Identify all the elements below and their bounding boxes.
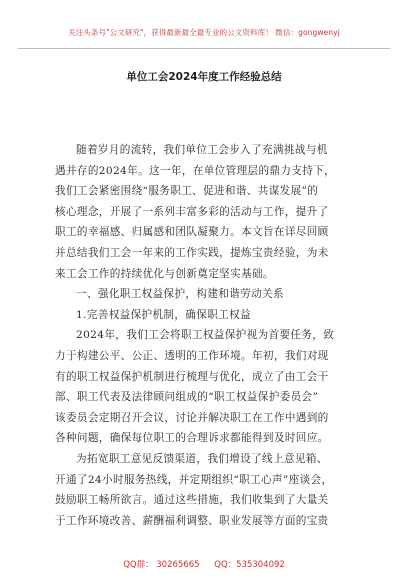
body-line: 随着岁月的流转，我们单位工会步入了充满挑战与机 xyxy=(76,144,328,156)
body-line: 鼓励职工畅所欲言。通过这些措施，我们收集到了大量关 xyxy=(55,494,329,507)
document-body xyxy=(55,140,353,531)
body-line: 遇并存的2024年。这一年，在单位管理层的鼎力支持下， xyxy=(55,164,336,177)
body-line: 我们工会紧密围绕“服务职工、促进和谐、共谋发展”的 xyxy=(55,185,319,198)
body-line: 各种问题，确保每位职工的合理诉求都能得到及时回应。 xyxy=(55,432,329,445)
body-line: 有的职工权益保护机制进行梳理与优化，成立了由工会干 xyxy=(55,370,329,383)
subsection-heading: 1.完善权益保护机制，确保职工权益 xyxy=(76,308,251,321)
qq-group-number: QQ群： 30265665 xyxy=(123,560,200,570)
qq-contact-number: QQ：535304092 xyxy=(214,560,285,570)
body-line: 部、职工代表及法律顾问组成的“职工权益保护委员会” xyxy=(55,391,319,404)
body-line: 来工会工作的持续优化与创新奠定坚实基础。 xyxy=(55,267,274,280)
page-header xyxy=(18,0,390,49)
body-line: 职工的幸福感、归属感和团队凝聚力。本文旨在详尽回顾 xyxy=(55,226,329,239)
body-line: 于工作环境改善、薪酬福利调整、职业发展等方面的宝贵 xyxy=(55,514,329,527)
header-notice: 关注头条号"公文研究"，获得最新最全最专业的公文资料库！ 微信：gongwenyj xyxy=(68,28,340,37)
document-title: 单位工会2024年度工作经验总结 xyxy=(126,71,282,83)
body-line: 并总结我们工会一年来的工作实践，提炼宝贵经验，为未 xyxy=(55,246,329,259)
body-line: 开通了24小时服务热线，并定期组织“职工心声”座谈会， xyxy=(55,473,333,486)
body-line: 该委员会定期召开会议，讨论并解决职工在工作中遇到的 xyxy=(55,411,329,424)
section-heading: 一、强化职工权益保护，构建和谐劳动关系 xyxy=(76,288,284,301)
body-line: 为拓宽职工意见反馈渠道，我们增设了线上意见箱、 xyxy=(76,452,328,465)
page-footer xyxy=(0,558,408,570)
body-line: 2024年，我们工会将职工权益保护视为首要任务，致 xyxy=(76,329,335,342)
body-line: 核心理念，开展了一系列丰富多彩的活动与工作，提升了 xyxy=(55,205,329,218)
body-line: 力于构建公平、公正、透明的工作环境。年初，我们对现 xyxy=(55,349,329,362)
